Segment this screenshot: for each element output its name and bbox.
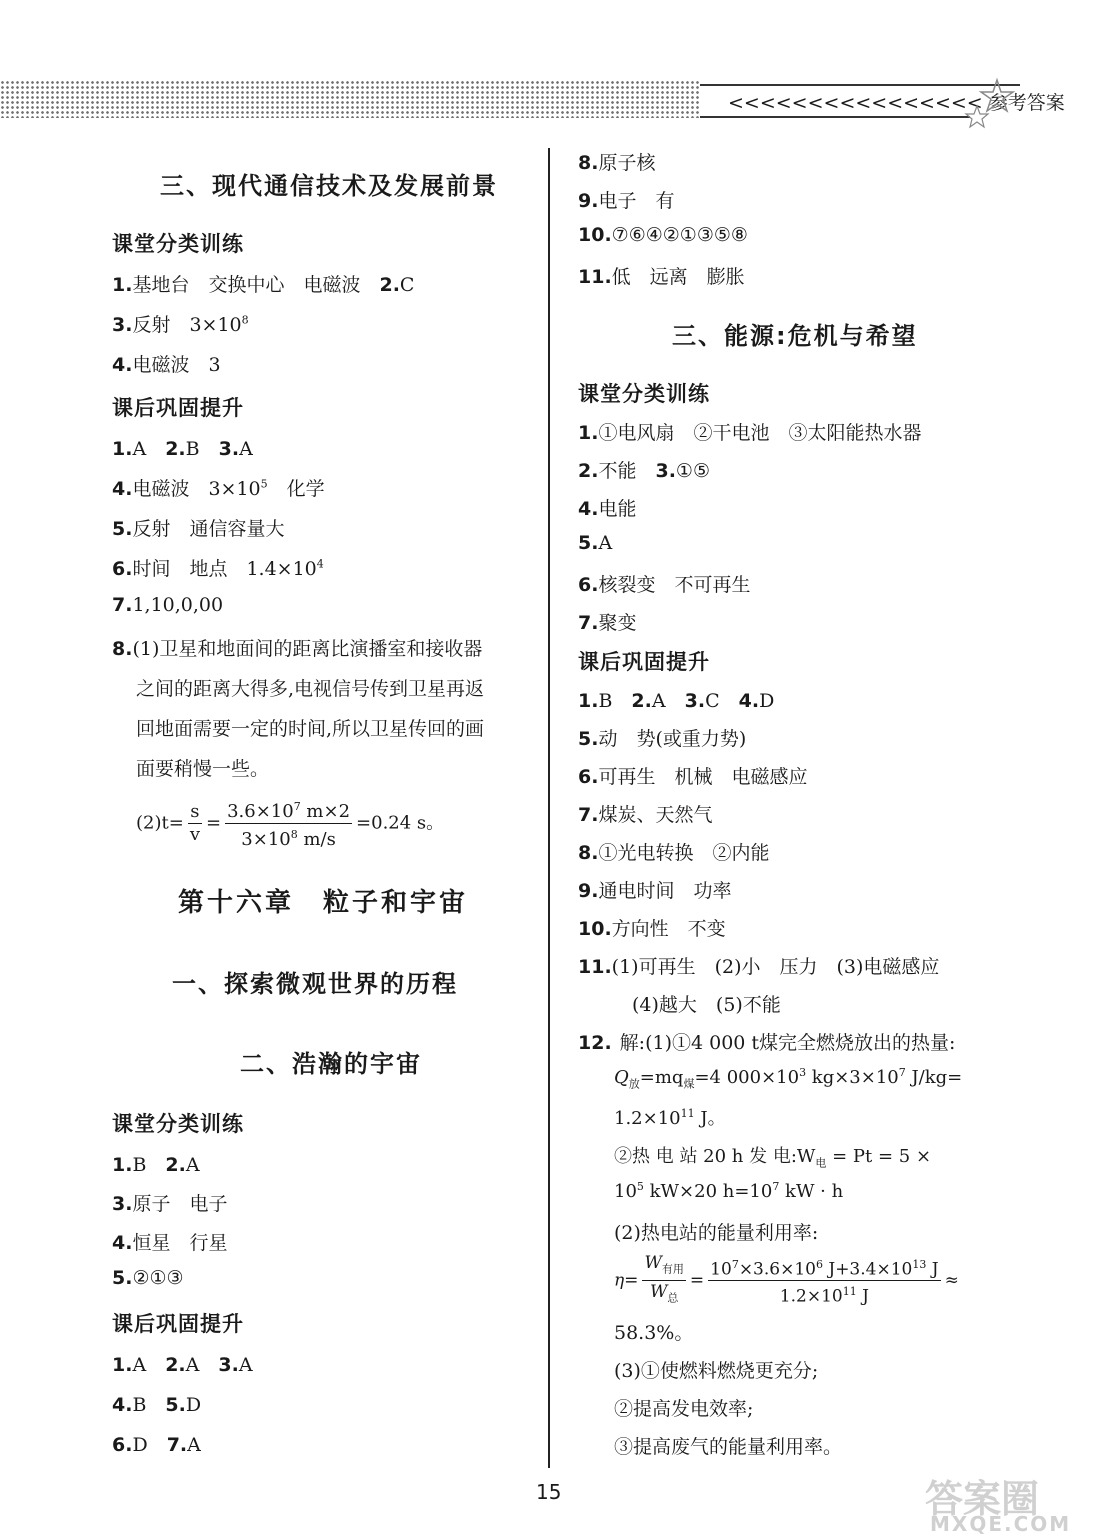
answer-line: (2)热电站的能量利用率: [614, 1222, 819, 1244]
watermark-logo: 答案圈 [925, 1477, 1040, 1521]
subsection-title: 课后巩固提升 [578, 650, 710, 674]
answer-line: 10.⑦⑥④②①③⑤⑧ [578, 224, 748, 246]
page-number: 15 [536, 1480, 562, 1504]
answer-line: 5.②①③ [112, 1267, 184, 1289]
answer-line: (3)①使燃料燃烧更充分; [614, 1360, 819, 1382]
star-decoration-icon [955, 76, 1025, 132]
answer-line: 1.A 2.A 3.A [112, 1354, 253, 1376]
subsection-title: 课后巩固提升 [112, 396, 244, 420]
answer-line: 6.核裂变 不可再生 [578, 574, 751, 596]
answer-line: 4.电能 [578, 498, 637, 520]
formula-line: η= $\frac{W_{有用}}{W_总}$ = $\frac{10^7\times 3.6\times 10^6 J+3.4\times 10^{13} J}{1.2\times 10^{11} J}$ ≈ [614, 1252, 959, 1310]
answer-line: 11.低 远离 膨胀 [578, 266, 745, 288]
subsection-title: 课后巩固提升 [112, 1312, 244, 1336]
column-divider [548, 148, 550, 1468]
header-dot-band [0, 80, 700, 118]
answer-line: 6.D 7.A [112, 1434, 201, 1456]
header-rule-bottom [700, 116, 970, 118]
formula-line: $10^5$ kW×20 $h=10^7$ kW · h [614, 1180, 844, 1202]
subsection-title: 课堂分类训练 [112, 1112, 244, 1136]
answer-line: 1.基地台 交换中心 电磁波 2.C [112, 274, 415, 296]
fraction: $\frac{3.6\times 10^7 m\times 2}{3\times 10^8 m/s}$ [225, 796, 352, 851]
answer-line: 9.电子 有 [578, 190, 675, 212]
subsection-title: 课堂分类训练 [578, 382, 710, 406]
answer-line: 4.电磁波 $3\times 10^5$ 化学 [112, 477, 325, 500]
answer-line: 4.B 5.D [112, 1394, 202, 1416]
subsection-title: 课堂分类训练 [112, 232, 244, 256]
answer-line: 7.聚变 [578, 612, 637, 634]
answer-line: 之间的距离大得多,电视信号传到卫星再返 [136, 678, 485, 700]
formula-line: $1.2\times 10^{11}$ J。 [614, 1107, 726, 1129]
fraction: $\frac{10^7\times 3.6\times 10^6 J+3.4\times 10^{13} J}{1.2\times 10^{11} J}$ [708, 1254, 940, 1308]
answer-line: 3.原子 电子 [112, 1193, 228, 1215]
formula-line: ②热 电 站 20 h 发 电$:W_电 = Pt = 5$ × [614, 1146, 932, 1170]
answer-line: ②提高发电效率; [614, 1398, 754, 1420]
answer-line: 11.(1)可再生 (2)小 压力 (3)电磁感应 [578, 956, 940, 978]
answer-line: 12. 解:(1)①4 000 t煤完全燃烧放出的热量: [578, 1032, 956, 1054]
header-title: <<<<<<<<<<<<<<<< 参考答案 [728, 92, 1065, 114]
answer-line: (4)越大 (5)不能 [632, 994, 781, 1016]
section-title: 二、浩瀚的宇宙 [240, 1050, 422, 1078]
answer-line: 4.电磁波 3 [112, 354, 221, 376]
answer-line: 6.时间 地点 $1.4\times 10^4$ [112, 557, 324, 580]
answer-line: 2.不能 3.①⑤ [578, 460, 710, 482]
answer-line: 8.(1)卫星和地面间的距离比演播室和接收器 [112, 638, 483, 660]
fraction: $\frac{W_{有用}}{W_总}$ [644, 1253, 684, 1305]
section-title: 三、能源:危机与希望 [672, 322, 918, 350]
answer-line: 1.B 2.A 3.C 4.D [578, 690, 775, 712]
fraction: $\frac{s}{v}$ [189, 801, 200, 845]
answer-line: ③提高废气的能量利用率。 [614, 1436, 843, 1458]
answer-line: 8.①光电转换 ②内能 [578, 842, 770, 864]
answer-line: 面要稍慢一些。 [136, 758, 270, 780]
section-title: 一、探索微观世界的历程 [172, 970, 458, 998]
answer-line: 10.方向性 不变 [578, 918, 726, 940]
answer-line: 1.①电风扇 ②干电池 ③太阳能热水器 [578, 422, 922, 444]
answer-line: 58.3%。 [614, 1322, 694, 1344]
answer-line: 回地面需要一定的时间,所以卫星传回的画 [136, 718, 485, 740]
answer-line: 6.可再生 机械 电磁感应 [578, 766, 808, 788]
answer-line: 5.反射 通信容量大 [112, 518, 285, 540]
watermark-url: MXQE.COM [930, 1512, 1072, 1536]
formula-line: (2)t= $\frac{s}{v}$ = $\frac{3.6\times 10^7 m\times 2}{3\times 10^8 m/s}$ =0.24 s。 [136, 796, 444, 851]
answer-line: 1.B 2.A [112, 1154, 200, 1176]
answer-line: 7.煤炭、天然气 [578, 804, 713, 826]
answer-line: 7.1,10,0,00 [112, 594, 224, 616]
section-title: 三、现代通信技术及发展前景 [160, 172, 498, 200]
formula-line: $Q_放=mq_煤=4$ $000\times 10^3$ $kg\times 3\times 10^7$ J/kg= [614, 1066, 963, 1091]
answer-line: 1.A 2.B 3.A [112, 438, 253, 460]
answer-line: 5.A [578, 532, 613, 554]
answer-line: 3.反射 $3\times 10^8$ [112, 313, 249, 336]
answer-line: 4.恒星 行星 [112, 1232, 228, 1254]
answer-line: 8.原子核 [578, 152, 656, 174]
answer-line: 9.通电时间 功率 [578, 880, 732, 902]
answer-line: 5.动 势(或重力势) [578, 728, 747, 750]
chapter-title: 第十六章 粒子和宇宙 [178, 888, 469, 918]
